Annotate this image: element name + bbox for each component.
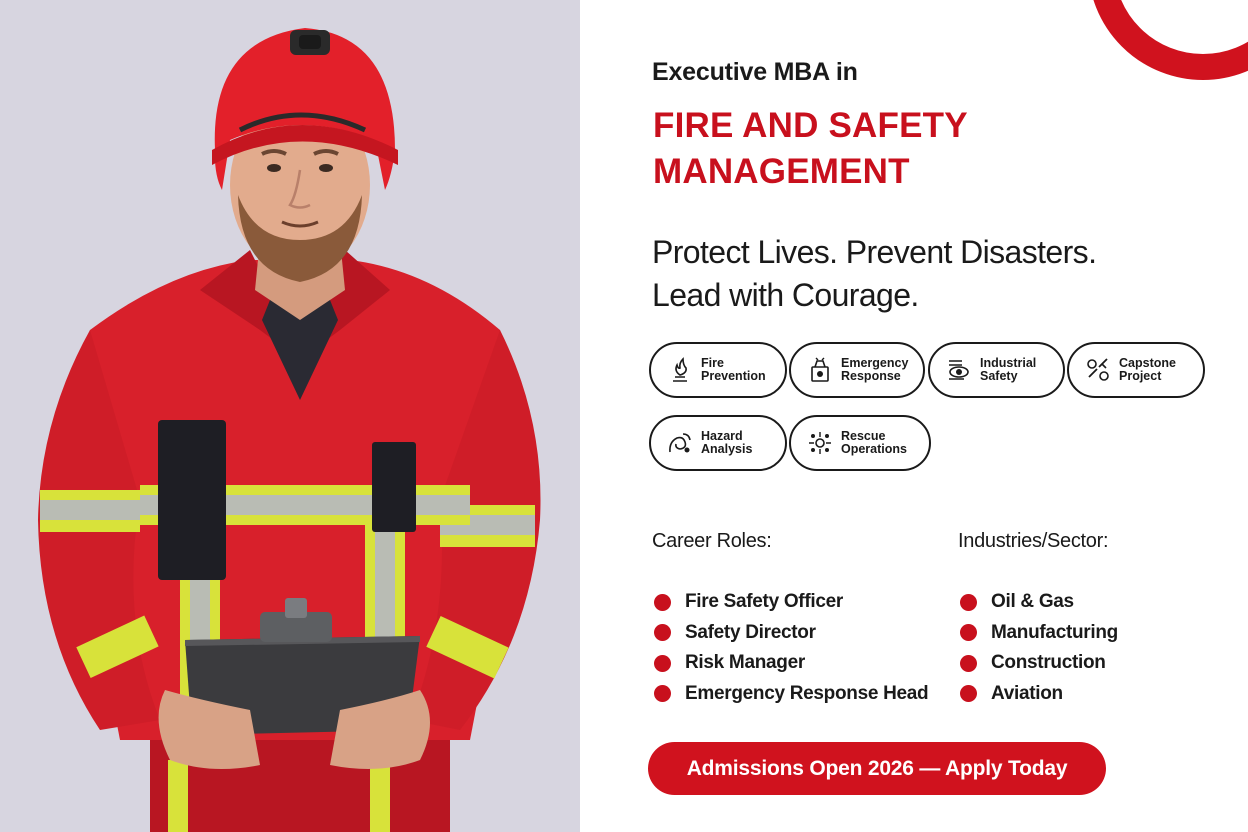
module-pill-hazard-analysis [649, 415, 787, 471]
module-label: Capstone [1119, 356, 1176, 370]
module-label: Prevention [701, 369, 766, 383]
tagline [652, 231, 1096, 317]
rescue-operations-icon [805, 428, 835, 458]
module-label: Response [841, 369, 901, 383]
career-role: Risk Manager [685, 652, 805, 674]
career-role: Fire Safety Officer [685, 591, 843, 613]
title-line-2: MANAGEMENT [653, 152, 910, 191]
module-label: Emergency [841, 356, 909, 370]
module-label: Operations [841, 442, 907, 456]
industries-heading: Industries/Sector: [958, 530, 1109, 552]
career-role: Emergency Response Head [685, 682, 929, 704]
industry: Construction [991, 652, 1106, 674]
emergency-response-icon [805, 355, 835, 385]
bullet-dot [960, 685, 977, 702]
career-roles-heading: Career Roles: [652, 530, 772, 552]
industry: Manufacturing [991, 621, 1118, 643]
hazard-analysis-icon [665, 428, 695, 458]
module-pill-industrial-safety [928, 342, 1065, 398]
list-item [960, 679, 1118, 710]
module-label: Analysis [701, 442, 753, 456]
career-role: Safety Director [685, 621, 816, 643]
bullet-dot [960, 594, 977, 611]
module-label: Hazard [701, 429, 743, 443]
module-label: Rescue [841, 429, 886, 443]
industry: Oil & Gas [991, 591, 1074, 613]
industrial-safety-icon [944, 355, 974, 385]
list-item [960, 648, 1118, 679]
pre-title: Executive MBA in [652, 58, 858, 86]
module-pill-capstone-project [1067, 342, 1205, 398]
page-title [653, 103, 968, 195]
capstone-project-icon [1083, 355, 1113, 385]
title-line-1: FIRE AND SAFETY [653, 106, 968, 145]
tagline-line-2: Lead with Courage. [652, 277, 919, 313]
module-pill-fire-prevention [649, 342, 787, 398]
firefighter-illustration [0, 0, 580, 832]
module-label: Industrial [980, 356, 1037, 370]
bullet-dot [654, 594, 671, 611]
list-item [654, 587, 928, 618]
bullet-dot [654, 685, 671, 702]
apply-today-button[interactable]: Admissions Open 2026 — Apply Today [648, 742, 1106, 795]
bullet-dot [960, 655, 977, 672]
list-item [960, 587, 1118, 618]
industry: Aviation [991, 682, 1063, 704]
module-label: Fire [701, 356, 724, 370]
list-item [654, 618, 928, 649]
module-label: Safety [980, 369, 1018, 383]
module-pill-emergency-response [789, 342, 925, 398]
career-roles-list [654, 587, 928, 709]
list-item [654, 679, 928, 710]
industries-list [960, 587, 1118, 709]
module-pill-rescue-operations [789, 415, 931, 471]
tagline-line-1: Protect Lives. Prevent Disasters. [652, 234, 1097, 270]
module-label: Project [1119, 369, 1162, 383]
list-item [960, 618, 1118, 649]
bullet-dot [654, 655, 671, 672]
list-item [654, 648, 928, 679]
hero-photo [0, 0, 580, 832]
bullet-dot [654, 624, 671, 641]
bullet-dot [960, 624, 977, 641]
fire-prevention-icon [665, 355, 695, 385]
